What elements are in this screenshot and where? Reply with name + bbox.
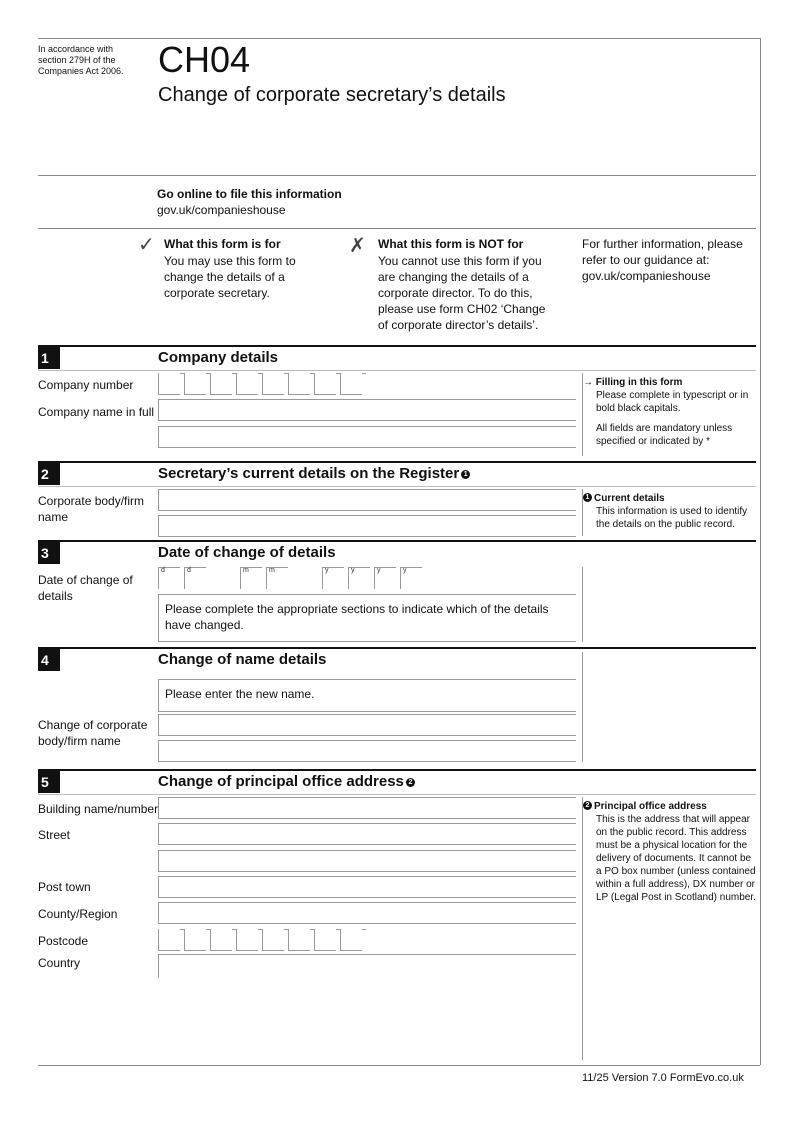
note-border <box>582 567 583 642</box>
note-text: This information is used to identify the details on the public record. <box>596 506 748 530</box>
footnote-marker: 2 <box>583 801 592 810</box>
note-heading: Principal office address <box>594 801 707 812</box>
section-3-number: 3 <box>38 542 60 564</box>
date-box-m2[interactable] <box>266 567 288 589</box>
section-3-title: Date of change of details <box>158 544 336 561</box>
country-field[interactable] <box>158 954 576 978</box>
building-field[interactable] <box>158 797 576 819</box>
legal-note: In accordance with section 279H of the Companies Act 2006. <box>38 44 124 76</box>
post-town-field[interactable] <box>158 876 576 898</box>
section-5-title-text: Change of principal office address <box>158 773 404 790</box>
postcode-box[interactable] <box>262 929 284 951</box>
form-title: Change of corporate secretary’s details <box>158 84 506 106</box>
filling-note <box>583 376 758 448</box>
postcode-box[interactable] <box>340 929 362 951</box>
instruction-box: Please enter the new name. <box>158 679 576 712</box>
street-label: Street <box>38 828 71 842</box>
rule <box>38 370 756 371</box>
company-number-box[interactable] <box>288 373 310 395</box>
bottom-rule <box>38 1065 760 1066</box>
date-box-y1[interactable] <box>322 567 344 589</box>
instruction-box: Please complete the appropriate sections to indicate which of the details have changed. <box>158 594 576 642</box>
postcode-box[interactable] <box>236 929 258 951</box>
company-number-box[interactable] <box>158 373 180 395</box>
county-label: County/Region <box>38 907 118 921</box>
new-name-field-2[interactable] <box>158 740 576 762</box>
date-hint: d <box>187 567 191 574</box>
for-text: You may use this form to change the details of a corporate secretary. <box>164 254 296 300</box>
company-number-box[interactable] <box>236 373 258 395</box>
form-code: CH04 <box>158 39 251 80</box>
company-name-field[interactable] <box>158 399 576 421</box>
check-icon: ✓ <box>138 234 155 256</box>
footnote-marker: 1 <box>583 493 592 502</box>
date-box-d1[interactable] <box>158 567 180 589</box>
postcode-box[interactable] <box>288 929 310 951</box>
corporate-body-field-2[interactable] <box>158 515 576 537</box>
cross-icon: ✗ <box>349 235 366 257</box>
section-5-number: 5 <box>38 771 60 793</box>
company-number-label: Company number <box>38 378 134 392</box>
note-heading: Current details <box>594 493 665 504</box>
date-hint: m <box>269 567 275 574</box>
section-2-title <box>158 465 470 482</box>
section-rule <box>38 345 756 347</box>
date-hint: y <box>351 567 355 574</box>
postcode-box[interactable] <box>184 929 206 951</box>
date-box-m1[interactable] <box>240 567 262 589</box>
section-rule <box>38 461 756 463</box>
section-rule <box>38 769 756 771</box>
country-label: Country <box>38 956 81 970</box>
postcode-box[interactable] <box>314 929 336 951</box>
date-hint: m <box>243 567 249 574</box>
rule <box>38 486 756 487</box>
section-4-number: 4 <box>38 649 60 671</box>
note-text: This is the address that will appear on the public record. This address must be a physical location for the delivery of documents. It cannot be a PO box number (unless contained within a full address), DX number or LP (Legal Post in Scotland) number. <box>596 814 756 903</box>
further-info: For further information, please refer to our guidance at: gov.uk/companieshouse <box>582 237 743 283</box>
corporate-body-label: Corporate body/firm name <box>38 494 145 524</box>
for-heading: What this form is for <box>164 237 281 251</box>
section-5-title <box>158 773 415 790</box>
date-box-d2[interactable] <box>184 567 206 589</box>
company-number-box[interactable] <box>314 373 336 395</box>
building-label: Building name/number <box>38 802 159 816</box>
right-border <box>760 38 761 1065</box>
principal-office-note <box>583 800 758 904</box>
section-1-number: 1 <box>38 347 60 369</box>
note-border <box>582 652 583 762</box>
footnote-marker: 1 <box>461 470 470 479</box>
section-1-title: Company details <box>158 349 279 366</box>
footnote-marker: 2 <box>406 778 415 787</box>
company-number-box[interactable] <box>262 373 284 395</box>
online-url[interactable]: gov.uk/companieshouse <box>157 203 286 217</box>
street-field-2[interactable] <box>158 850 576 872</box>
company-number-box[interactable] <box>210 373 232 395</box>
corporate-body-field[interactable] <box>158 489 576 511</box>
company-name-field-2[interactable] <box>158 426 576 448</box>
name-label: Change of corporate body/firm name <box>38 718 148 748</box>
company-number-box[interactable] <box>184 373 206 395</box>
rule <box>38 794 756 795</box>
street-field[interactable] <box>158 823 576 845</box>
date-hint: y <box>325 567 329 574</box>
date-label: Date of change of details <box>38 573 133 603</box>
version-footer: 11/25 Version 7.0 FormEvo.co.uk <box>582 1072 744 1084</box>
section-rule <box>38 647 756 649</box>
date-box-y2[interactable] <box>348 567 370 589</box>
postcode-label: Postcode <box>38 934 89 948</box>
county-field[interactable] <box>158 902 576 924</box>
current-details-note <box>583 492 758 531</box>
rule <box>38 175 756 176</box>
not-for-heading: What this form is NOT for <box>378 237 524 251</box>
date-hint: y <box>377 567 381 574</box>
not-for-text: You cannot use this form if you are changing the details of a corporate director. To do this, please use form CH02 ‘Change of corporate director’s details’. <box>378 254 546 332</box>
post-town-label: Post town <box>38 880 91 894</box>
top-rule <box>38 38 760 39</box>
postcode-box[interactable] <box>210 929 232 951</box>
date-box-y3[interactable] <box>374 567 396 589</box>
note-text: Please complete in typescript or in bold black capitals. <box>596 390 749 414</box>
company-name-label: Company name in full <box>38 405 155 419</box>
rule <box>38 228 756 229</box>
note-heading: Filling in this form <box>595 377 683 388</box>
section-2-title-text: Secretary’s current details on the Register <box>158 465 460 482</box>
date-box-y4[interactable] <box>400 567 422 589</box>
arrow-icon: → <box>583 377 596 388</box>
section-rule <box>38 540 756 542</box>
new-name-field[interactable] <box>158 714 576 736</box>
date-hint: d <box>161 567 165 574</box>
online-heading: Go online to file this information <box>157 187 342 201</box>
note-text: All fields are mandatory unless specified or indicated by * <box>596 423 733 447</box>
section-2-number: 2 <box>38 463 60 485</box>
date-hint: y <box>403 567 407 574</box>
company-number-box[interactable] <box>340 373 362 395</box>
section-4-title: Change of name details <box>158 651 327 668</box>
postcode-box[interactable] <box>158 929 180 951</box>
